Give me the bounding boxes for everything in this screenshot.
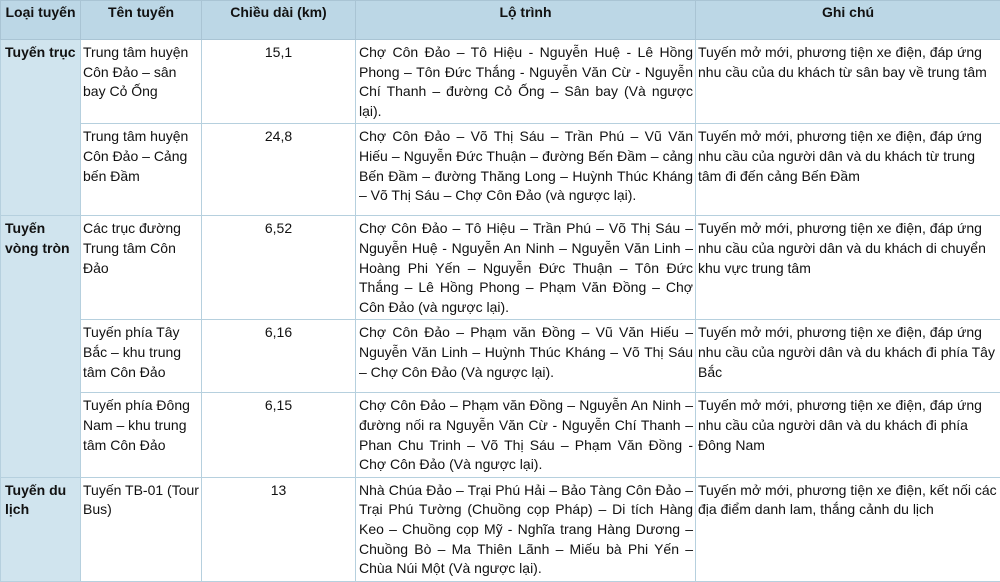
route-itinerary-cell: Chợ Côn Đảo – Phạm văn Đồng – Vũ Văn Hiếu – Nguyễn Văn Linh – Huỳnh Thúc Kháng – Võ Thị Sáu – Chợ Côn Đảo (Và ngược lại). [356,320,696,393]
route-name-cell: Tuyến phía Đông Nam – khu trung tâm Côn Đảo [81,393,202,477]
header-route-name: Tên tuyến [81,1,202,40]
header-row [1,1,1000,40]
header-itinerary: Lộ trình [356,1,696,40]
table-row [1,40,1000,124]
route-itinerary-cell: Nhà Chúa Đảo – Trại Phú Hải – Bảo Tàng Côn Đảo –Trại Phú Tường (Chuồng cọp Pháp) – Di tích Hàng Keo – Chuồng cọp Mỹ - Nghĩa trang Hàng Dương – Chuồng Bò – Ma Thiên Lãnh – Miếu bà Phi Yến – Chùa Núi Một (Và ngược lại). [356,477,696,581]
route-length-cell: 13 [202,477,356,581]
route-note-cell: Tuyến mở mới, phương tiện xe điện, đáp ứng nhu cầu của người dân và du khách đi phía Tây Bắc [696,320,1000,393]
route-length-cell: 6,16 [202,320,356,393]
route-name-cell: Trung tâm huyện Côn Đảo – Cảng bến Đầm [81,124,202,216]
route-note-cell: Tuyến mở mới, phương tiện xe điện, đáp ứng nhu cầu của người dân và du khách di chuyển khu vực trung tâm [696,216,1000,320]
route-name-cell: Tuyến phía Tây Bắc – khu trung tâm Côn Đảo [81,320,202,393]
table-row [1,477,1000,581]
route-itinerary-cell: Chợ Côn Đảo – Phạm văn Đồng – Nguyễn An Ninh – đường nối ra Nguyễn Văn Cừ - Nguyễn Chí Thanh – Phan Chu Trinh – Võ Thị Sáu – Phạm Văn Đồng - Chợ Côn Đảo (Và ngược lại). [356,393,696,477]
route-itinerary-cell: Chợ Côn Đảo – Tô Hiệu - Nguyễn Huệ - Lê Hồng Phong – Tôn Đức Thắng - Nguyễn Văn Cừ - Nguyễn Chí Thanh – đường Cỏ Ống – Sân bay (Và ngược lại). [356,40,696,124]
table-row [1,320,1000,393]
route-name-cell: Các trục đường Trung tâm Côn Đảo [81,216,202,320]
route-type-cell: Tuyến trục [1,40,81,216]
route-name-cell: Tuyến TB-01 (Tour Bus) [81,477,202,581]
route-note-cell: Tuyến mở mới, phương tiện xe điện, đáp ứng nhu cầu của du khách từ sân bay về trung tâm [696,40,1000,124]
route-length-cell: 6,15 [202,393,356,477]
route-itinerary-cell: Chợ Côn Đảo – Võ Thị Sáu – Trần Phú – Vũ Văn Hiếu – Nguyễn Đức Thuận – đường Bến Đầm – cảng Bến Đầm – đường Thăng Long – Huỳnh Thúc Kháng – Võ Thị Sáu – Chợ Côn Đảo (và ngược lại). [356,124,696,216]
route-itinerary-cell: Chợ Côn Đảo – Tô Hiệu – Trần Phú – Võ Thị Sáu – Nguyễn Huệ - Nguyễn An Ninh – Nguyễn Văn Linh – Hoàng Phi Yến – Nguyễn Đức Thuận – Tôn Đức Thắng – Lê Hồng Phong – Phạm Văn Đồng – Chợ Côn Đảo (và ngược lại). [356,216,696,320]
header-length: Chiều dài (km) [202,1,356,40]
route-length-cell: 6,52 [202,216,356,320]
route-type-cell: Tuyến vòng tròn [1,216,81,477]
route-note-cell: Tuyến mở mới, phương tiện xe điện, kết nối các địa điểm danh lam, thắng cảnh du lịch [696,477,1000,581]
route-note-cell: Tuyến mở mới, phương tiện xe điện, đáp ứng nhu cầu của người dân và du khách đi phía Đông Nam [696,393,1000,477]
route-name-cell: Trung tâm huyện Côn Đảo – sân bay Cỏ Ống [81,40,202,124]
table-row [1,216,1000,320]
route-type-cell: Tuyến du lịch [1,477,81,581]
route-note-cell: Tuyến mở mới, phương tiện xe điện, đáp ứng nhu cầu của người dân và du khách từ trung tâm đi đến cảng Bến Đầm [696,124,1000,216]
table-row [1,393,1000,477]
header-note: Ghi chú [696,1,1000,40]
header-route-type: Loại tuyến [1,1,81,40]
route-length-cell: 24,8 [202,124,356,216]
route-length-cell: 15,1 [202,40,356,124]
table-row [1,124,1000,216]
